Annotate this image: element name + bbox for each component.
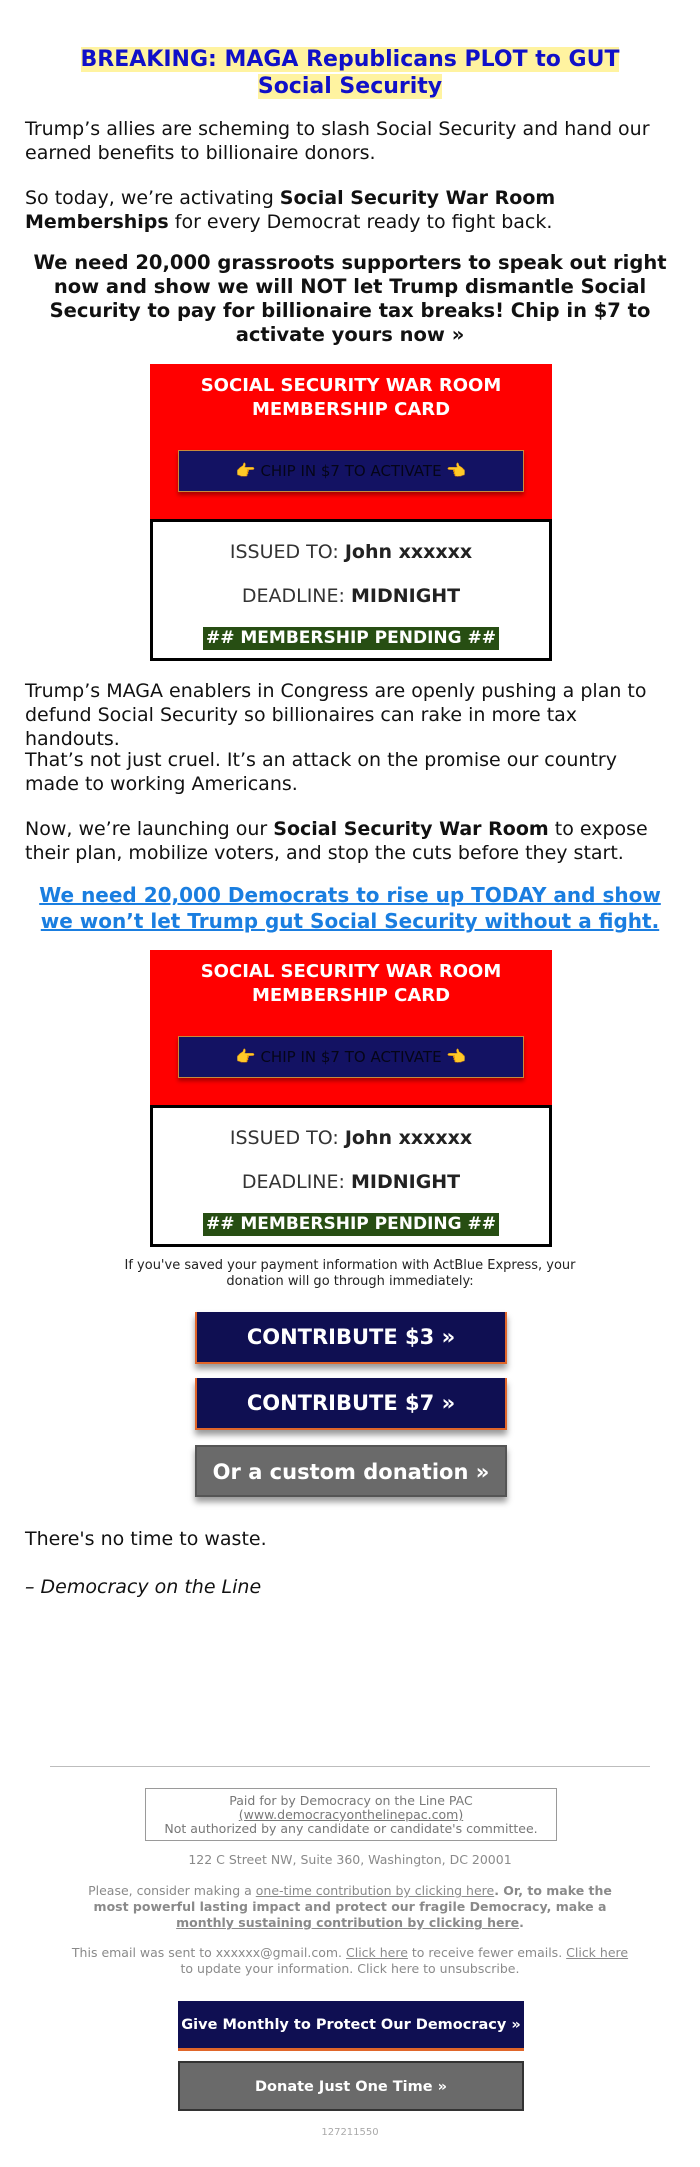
footer-address: 122 C Street NW, Suite 360, Washington, DC 20001 [188,1852,512,1867]
body-paragraph-2: That’s not just cruel. It’s an attack on the promise our country made to working Americans. [25,749,617,795]
monthly-contribution-link[interactable]: monthly sustaining contribution by clicking here [176,1915,520,1930]
card-body [150,519,552,661]
give-monthly-button[interactable]: Give Monthly to Protect Our Democracy » [178,2001,524,2051]
card-title-line1: SOCIAL SECURITY WAR ROOM [200,375,502,396]
pointing-left-hand-icon: 👈 [446,461,467,480]
consider-end: . [519,1915,524,1930]
body-p3-bold: Social Security War Room [273,818,549,840]
consider-mid: . Or, to make the most powerful lasting impact and protect our fragile Democracy, make a [93,1883,612,1914]
membership-status-badge: ## MEMBERSHIP PENDING ## [203,1213,499,1236]
pointing-right-hand-icon: 👉 [235,1047,256,1066]
deadline [153,1170,549,1194]
reference-code: 127211550 [321,2127,379,2138]
headline: BREAKING: MAGA Republicans PLOT to GUT Social Security [80,47,620,99]
pac-website-link[interactable]: (www.democracyonthelinepac.com) [238,1807,464,1822]
card-title-line2: MEMBERSHIP CARD [251,399,451,420]
issued-to [153,540,549,564]
card-body [150,1105,552,1247]
issued-value: John xxxxxx [344,541,473,563]
chip-in-activate-button[interactable] [178,1036,524,1078]
issued-value: John xxxxxx [344,1127,473,1149]
membership-card-2 [150,950,552,1247]
rise-up-link[interactable]: We need 20,000 Democrats to rise up TODAY and show we won’t let Trump gut Social Security without a fight. [39,883,661,933]
actblue-express-note: If you've saved your payment information with ActBlue Express, your donation will go through immediately: [124,1258,576,1289]
issued-to [153,1126,549,1150]
card-header [150,364,552,519]
card-header [150,950,552,1105]
fewer-emails-link[interactable]: Click here [346,1945,408,1960]
body-p3-pre: Now, we’re launching our [25,818,274,840]
membership-status-badge: ## MEMBERSHIP PENDING ## [203,627,499,650]
issued-label: ISSUED TO: [229,541,345,563]
issued-label: ISSUED TO: [229,1127,345,1149]
sent-mid: to receive fewer emails. [407,1945,567,1960]
not-authorized: Not authorized by any candidate or candidate's committee. [164,1821,538,1836]
intro-p2-bold: Social Security War Room Memberships [25,187,556,233]
paid-for-box [145,1788,557,1841]
contribute-7-button[interactable]: CONTRIBUTE $7 » [195,1378,507,1430]
deadline-value: MIDNIGHT [350,1171,461,1193]
card-title-line1: SOCIAL SECURITY WAR ROOM [200,961,502,982]
closing-line: There's no time to waste. [25,1528,267,1550]
intro-p2-pre: So today, we’re activating [25,187,280,209]
sent-post: to update your information. Click here to unsubscribe. [180,1961,520,1976]
one-time-contribution-link[interactable]: one-time contribution by clicking here [255,1883,495,1898]
chip-in-label: CHIP IN $7 TO ACTIVATE [260,1048,442,1066]
sent-pre: This email was sent to xxxxxx@gmail.com. [71,1945,346,1960]
paid-line: Paid for by Democracy on the Line PAC [229,1793,473,1808]
card-title-line2: MEMBERSHIP CARD [251,985,451,1006]
deadline-label: DEADLINE: [241,1171,351,1193]
footer-sent-to [70,1945,630,1977]
deadline-value: MIDNIGHT [350,585,461,607]
consider-pre: Please, consider making a [88,1883,256,1898]
custom-donation-button[interactable]: Or a custom donation » [195,1445,507,1497]
signature: – Democracy on the Line [25,1576,262,1598]
chip-in-label: CHIP IN $7 TO ACTIVATE [260,462,442,480]
intro-paragraph-2 [25,186,675,234]
deadline [153,584,549,608]
update-info-link[interactable]: Click here [566,1945,629,1960]
intro-p2-post: for every Democrat ready to fight back. [168,211,553,233]
intro-ask: We need 20,000 grassroots supporters to speak out right now and show we will NOT let Trump dismantle Social Security to pay for billionaire tax breaks! Chip in $7 to activate yours now » [33,251,667,346]
pointing-right-hand-icon: 👉 [235,461,256,480]
headline-wrap [0,0,700,100]
deadline-label: DEADLINE: [241,585,351,607]
footer-divider [50,1766,650,1767]
chip-in-activate-button[interactable] [178,450,524,492]
pointing-left-hand-icon: 👈 [446,1047,467,1066]
membership-card-1 [150,364,552,661]
contribute-3-button[interactable]: CONTRIBUTE $3 » [195,1312,507,1364]
body-p3-post: to expose their plan, mobilize voters, and stop the cuts before they start. [25,818,648,864]
footer-consider [70,1883,630,1931]
body-paragraph-1: Trump’s MAGA enablers in Congress are openly pushing a plan to defund Social Security so billionaires can rake in more tax handouts. [25,680,647,750]
body-paragraph-3 [25,817,675,865]
intro-paragraph-1: Trump’s allies are scheming to slash Social Security and hand our earned benefits to billionaire donors. [25,118,650,164]
donate-one-time-button[interactable]: Donate Just One Time » [178,2061,524,2111]
